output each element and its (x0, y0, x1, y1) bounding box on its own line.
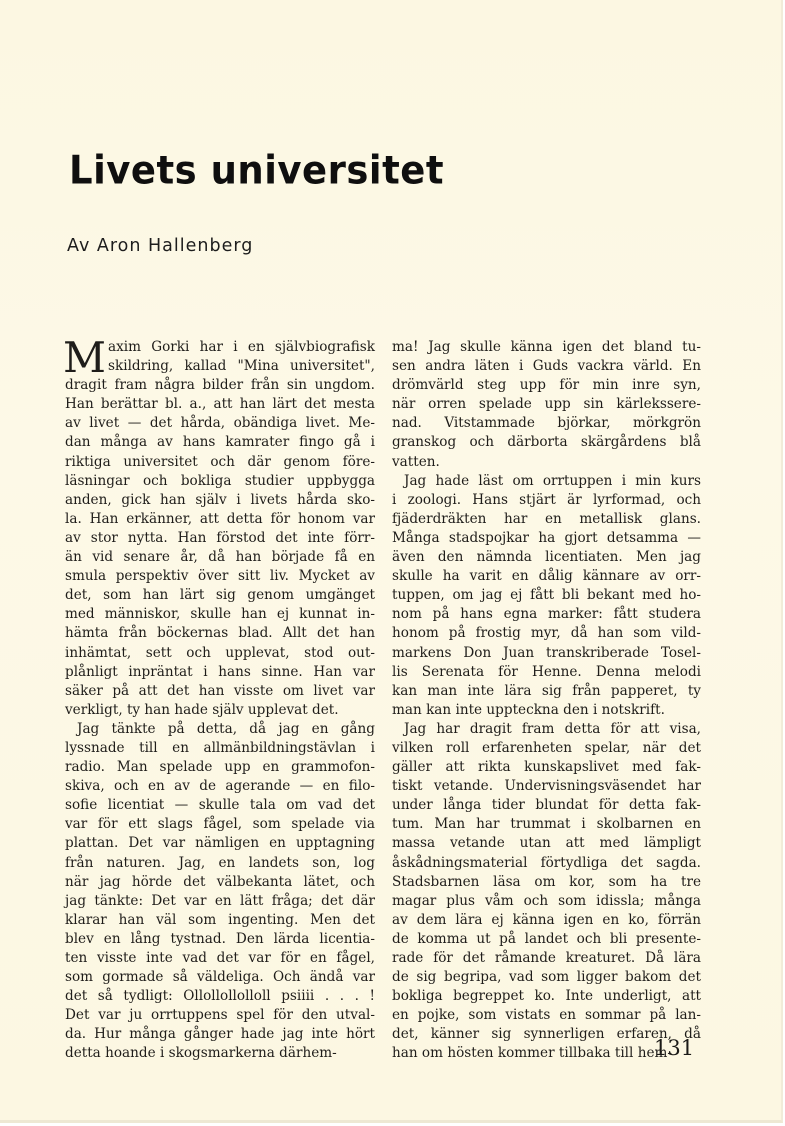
text-line: sofie licentiat — skulle tala om vad det (65, 797, 375, 814)
text-line: åskådningsmaterial förtydliga det sagda. (392, 854, 701, 871)
text-line: axim Gorki har i en självbiografisk (108, 339, 375, 355)
text-line: kan man inte lära sig från papperet, ty (392, 682, 701, 699)
text-line: klarar han väl som ingenting. Men det (65, 911, 375, 928)
text-line: magar plus våm och som idissla; många (392, 892, 701, 909)
text-line: av dem lära ej känna igen en ko, förrän (392, 911, 701, 928)
paragraph (392, 338, 701, 472)
text-line: man kan inte uppteckna den i notskrift. (392, 701, 665, 718)
text-line: blev en lång tystnad. Den lärda licentia- (65, 930, 375, 947)
text-line: bokliga begreppet ko. Inte underligt, att (392, 988, 701, 1005)
text-line: nad. Vitstammade björkar, mörkgrön (392, 415, 701, 432)
text-line: fjäderdräkten har en metallisk glans. (392, 510, 701, 527)
text-line: Jag hade läst om orrtuppen i min kurs (404, 472, 701, 489)
text-line: skulle ha varit en dålig kännare av orr- (392, 568, 701, 585)
text-line: tum. Man har trummat i skolbarnen en (392, 816, 701, 833)
text-line: tuppen, om jag ej fått bli bekant med ho- (392, 587, 701, 604)
text-line: Jag har dragit fram detta för att visa, (404, 720, 701, 737)
text-line: rade för det råmande kreaturet. Då lära (392, 950, 701, 966)
text-line: riktiga universitet och där genom före- (65, 453, 375, 470)
text-line: jag tänkte: Det var en lätt fråga; det där (65, 892, 375, 909)
text-line: han om hösten kommer tillbaka till hem- (392, 1045, 672, 1062)
text-line: detta hoande i skogsmarkerna därhem- (65, 1045, 337, 1062)
text-line: från naturen. Jag, en landets son, log (65, 854, 375, 871)
text-line: skildring, kallad "Mina universitet", (108, 358, 375, 375)
opening-paragraph-continued (65, 376, 375, 720)
text-line: var för ett slags fågel, som spelade via (65, 816, 375, 833)
text-line: Stadsbarnen läsa om kor, som ha tre (392, 873, 701, 890)
text-line: av livet — det hårda, obändiga livet. Me- (65, 415, 375, 432)
text-line: Många stadspojkar ha gjort detsamma — (392, 529, 701, 546)
right-text-column (392, 338, 701, 1064)
text-line: när orren spelade upp sin kärlekssere- (392, 396, 701, 413)
text-line: som gormade så väldeliga. Och ändå var (65, 969, 375, 986)
text-line: det så tydligt: Ollollollolloll psiiii . . . ! (65, 988, 375, 1005)
left-text-column (63, 333, 375, 1064)
text-line: dan många av hans kamrater fingo gå i (65, 434, 375, 451)
text-line: hämta från böckernas blad. Allt det han (65, 625, 375, 642)
text-line: det, som han lärt sig genom umgänget (65, 587, 375, 604)
text-line: under långa tider blundat för detta fak- (392, 797, 701, 814)
text-line: det, känner sig synnerligen erfaren, då (392, 1026, 701, 1043)
paragraph (392, 472, 701, 720)
text-line: tiskt vetande. Undervisningsväsendet har (392, 778, 701, 795)
text-line: av stor nytta. Han förstod det inte förr- (65, 529, 375, 546)
text-line: honom på frostig myr, då han som vild- (392, 625, 701, 642)
text-line: plattan. Det var nämligen en upptagning (65, 835, 375, 852)
text-line: inhämtat, sett och upplevat, stod out- (65, 644, 375, 661)
text-line: vatten. (392, 453, 440, 470)
opening-paragraph (63, 333, 375, 382)
text-line: da. Hur många gånger hade jag inte hört (65, 1026, 375, 1043)
page-number: 131 (654, 1036, 695, 1060)
text-line: även den nämnda licentiaten. Men jag (392, 549, 701, 566)
text-line: granskog och därborta skärgårdens blå (392, 434, 701, 451)
text-line: Jag tänkte på detta, då jag en gång (77, 720, 375, 737)
text-line: i zoologi. Hans stjärt är lyrformad, och (392, 491, 701, 508)
text-line: säker på att det han visste om livet var (65, 682, 375, 699)
text-line: de komma ut på landet och bli presente- (392, 930, 701, 947)
text-line: markens Don Juan transkriberade Tosel- (392, 644, 701, 661)
text-line: verkligt, ty han hade själv upplevat det. (65, 701, 339, 718)
text-line: ma! Jag skulle känna igen det bland tu- (392, 339, 701, 355)
text-line: Han berättar bl. a., att han lärt det mesta (65, 396, 375, 413)
text-line: Det var ju orrtuppens spel för den utval- (65, 1007, 375, 1024)
text-line: när jag hörde det välbekanta lätet, och (65, 873, 375, 890)
text-line: skiva, och en av de agerande — en filo- (65, 778, 375, 795)
text-line: smula perspektiv över sitt liv. Mycket av (65, 568, 375, 585)
text-line: vilken roll erfarenheten spelar, när det (392, 739, 701, 756)
text-line: sen andra läten i Guds vackra värld. En (392, 358, 701, 375)
text-line: dragit fram några bilder från sin ungdom. (65, 377, 375, 394)
text-line: anden, gick han själv i livets hårda sko- (65, 491, 375, 508)
text-line: radio. Man spelade upp en grammofon- (65, 759, 375, 776)
text-line: läsningar och bokliga studier uppbygga (65, 472, 375, 489)
text-line: än vid senare år, då han började få en (65, 549, 375, 566)
paragraph (392, 720, 701, 1064)
text-line: en pojke, som vistats en sommar på lan- (392, 1007, 701, 1024)
paragraph (65, 720, 375, 1064)
text-line: ten visste inte vad det var för en fågel, (65, 950, 375, 966)
article-byline: Av Aron Hallenberg (67, 236, 254, 256)
text-line: la. Han erkänner, att detta för honom var (65, 510, 375, 527)
text-line: med människor, skulle han ej kunnat in- (65, 606, 375, 623)
drop-cap: M (63, 333, 107, 382)
article-title: Livets universitet (69, 148, 445, 194)
text-line: plånligt inpräntat i hans sinne. Han var (65, 663, 375, 680)
text-line: drömvärld steg upp för min inre syn, (392, 377, 701, 394)
text-line: nom på hans egna marker: fått studera (392, 606, 701, 623)
text-line: lis Serenata för Henne. Denna melodi (392, 663, 701, 680)
text-line: lyssnade till en allmänbildningstävlan i (65, 739, 375, 756)
text-line: massa vetande utan att med lämpligt (392, 835, 701, 852)
text-line: gäller att rikta kunskapslivet med fak- (392, 759, 701, 776)
text-line: de sig begripa, vad som ligger bakom det (392, 969, 701, 986)
